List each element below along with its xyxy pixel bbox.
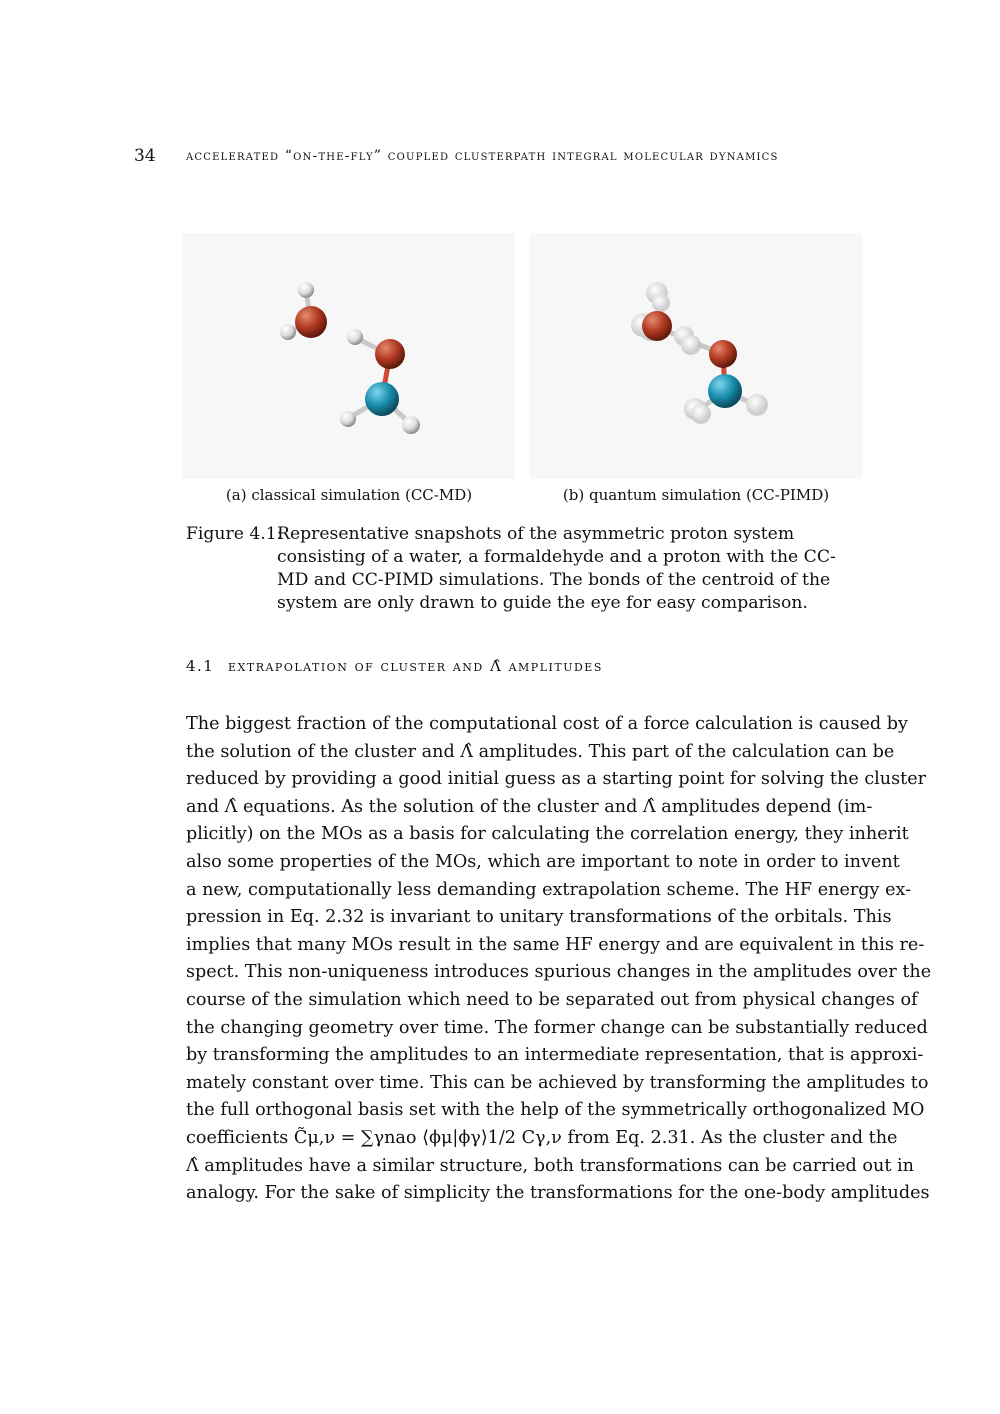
text-line: by transforming the amplitudes to an intermediate representation, that is approxi- xyxy=(186,1045,924,1066)
figure-label: Figure 4.1: xyxy=(186,524,283,544)
figure-caption xyxy=(186,523,866,615)
hydrogen-atom xyxy=(340,411,356,427)
text-line: a new, computationally less demanding extrapolation scheme. The HF energy ex- xyxy=(186,879,912,900)
hydrogen-bead xyxy=(691,404,711,424)
figure-caption-text: Representative snapshots of the asymmetric proton system consisting of a water, a formaldehyde and a proton with the CC-MD and CC-PIMD simulations. The bonds of the centroid of the system are only drawn to guide the eye for easy comparison. xyxy=(277,524,836,613)
text-line: plicitly) on the MOs as a basis for calculating the correlation energy, they inherit xyxy=(186,824,909,845)
molecule-snapshot-classical xyxy=(183,233,515,479)
carbon-atom xyxy=(365,382,399,416)
running-title: accelerated “on-the-fly” coupled clusterpath integral molecular dynamics xyxy=(186,148,779,164)
text-line: analogy. For the sake of simplicity the transformations for the one-body amplitudes xyxy=(186,1183,930,1204)
section-heading xyxy=(186,657,603,675)
math-text-line xyxy=(186,1125,898,1153)
subcaption-a: (a) classical simulation (CC-MD) xyxy=(225,486,473,504)
molecule-snapshot-quantum xyxy=(530,233,862,479)
hydrogen-atom xyxy=(280,324,296,340)
hydrogen-atom xyxy=(347,329,363,345)
math-line-suffix: from Eq. 2.31. As the cluster and the xyxy=(567,1127,898,1148)
oxygen-atom xyxy=(375,339,405,369)
oxygen-atom xyxy=(295,306,327,338)
text-line: the full orthogonal basis set with the help of the symmetrically orthogonalized MO xyxy=(186,1100,925,1121)
section-title: extrapolation of cluster and Λ̂ amplitudes xyxy=(228,657,603,675)
proton-bead xyxy=(681,335,701,355)
text-line: The biggest fraction of the computational cost of a force calculation is caused by xyxy=(186,714,908,734)
subcaption-b: (b) quantum simulation (CC-PIMD) xyxy=(562,486,830,504)
text-line: implies that many MOs result in the same HF energy and are equivalent in this re- xyxy=(186,934,925,955)
text-line: and Λ̂ equations. As the solution of the cluster and Λ̂ amplitudes depend (im- xyxy=(186,796,873,817)
hydrogen-atom xyxy=(298,282,314,298)
math-formula: C̃μ,ν = ∑γnao ⟨ϕμ|ϕγ⟩1/2 Cγ,ν xyxy=(293,1127,562,1148)
page-header xyxy=(134,146,904,170)
section-number: 4.1 xyxy=(186,657,215,675)
figure-panel-quantum xyxy=(530,233,862,479)
text-line: Λ̂ amplitudes have a similar structure, both transformations can be carried out in xyxy=(186,1155,914,1176)
carbon-atom xyxy=(708,374,742,408)
text-line: the solution of the cluster and Λ̂ amplitudes. This part of the calculation can be xyxy=(186,741,895,762)
math-line-prefix: coefficients xyxy=(186,1127,289,1148)
page-number: 34 xyxy=(134,146,156,166)
text-line: also some properties of the MOs, which are important to note in order to invent xyxy=(186,851,900,872)
text-line: spect. This non-uniqueness introduces spurious changes in the amplitudes over the xyxy=(186,962,932,983)
oxygen-atom xyxy=(642,311,672,341)
figure-panel-classical xyxy=(183,233,515,479)
oxygen-atom xyxy=(709,340,737,368)
text-line: pression in Eq. 2.32 is invariant to unitary transformations of the orbitals. This xyxy=(186,907,892,928)
hydrogen-bead xyxy=(652,294,670,312)
body-paragraph xyxy=(186,711,932,1208)
text-line: reduced by providing a good initial guess as a starting point for solving the cluster xyxy=(186,769,927,790)
text-line: mately constant over time. This can be achieved by transforming the amplitudes to xyxy=(186,1072,929,1093)
hydrogen-atom xyxy=(402,416,420,434)
text-line: the changing geometry over time. The former change can be substantially reduced xyxy=(186,1017,928,1038)
text-line: course of the simulation which need to be separated out from physical changes of xyxy=(186,989,918,1010)
hydrogen-bead xyxy=(746,394,768,416)
